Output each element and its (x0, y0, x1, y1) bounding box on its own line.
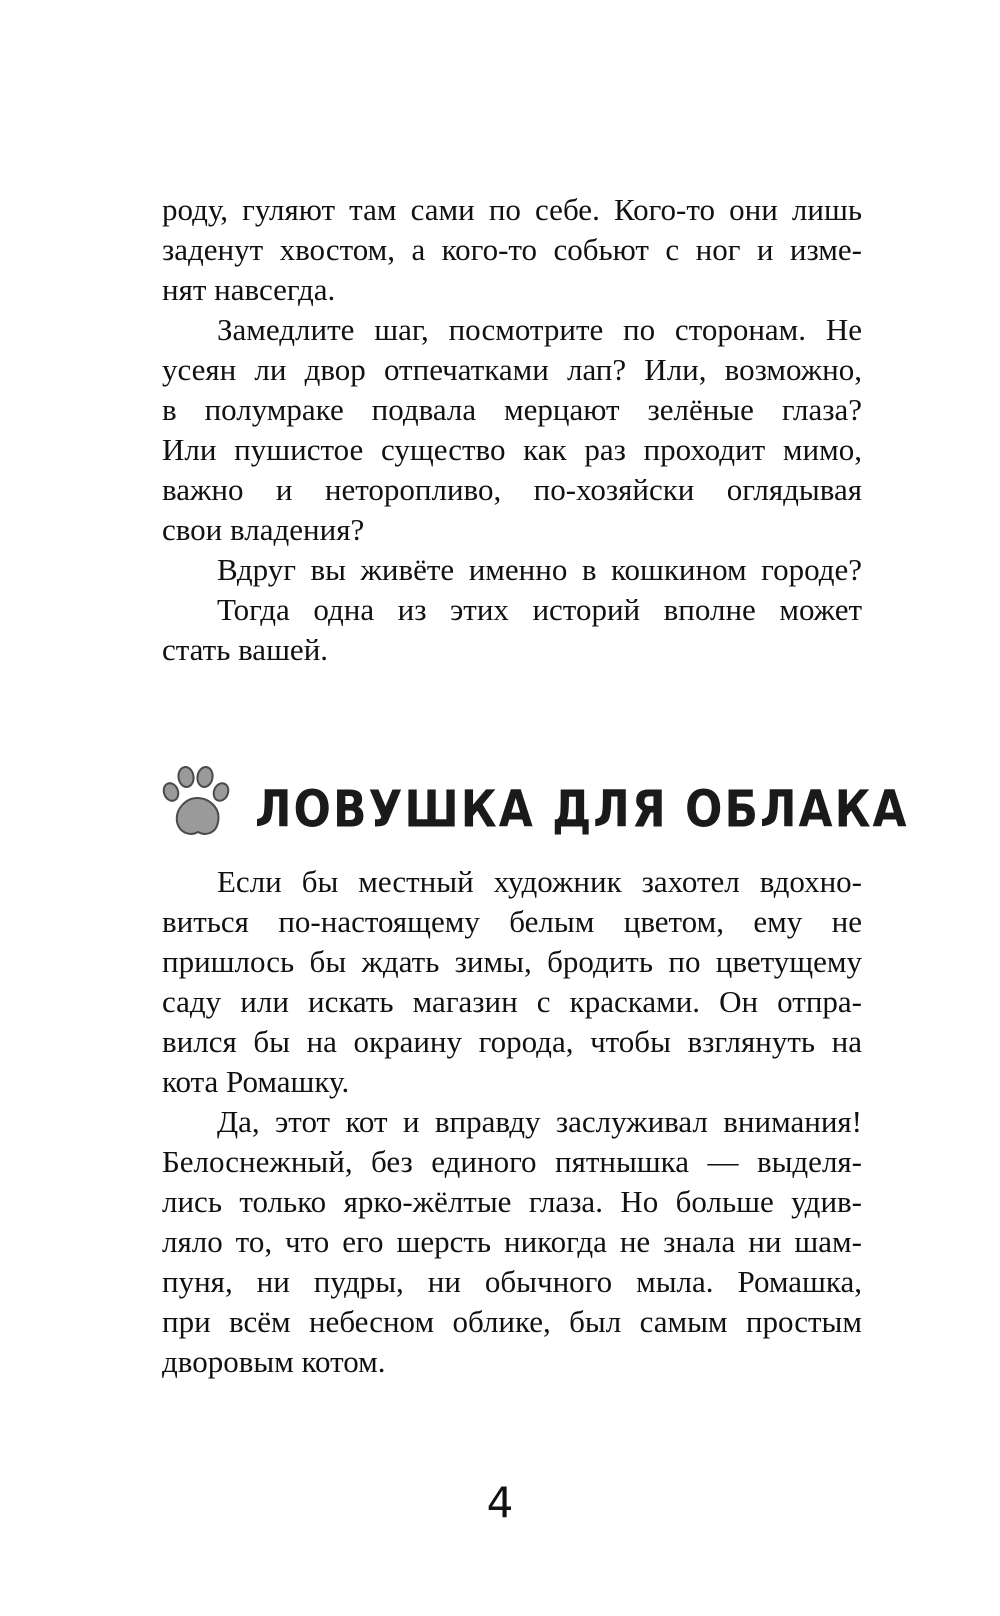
story-line-7: Да, этот кот и вправду заслуживал внимания! (217, 1104, 862, 1139)
story-line-10: ляло то, что его шерсть никогда не знала ни шам- (162, 1224, 862, 1259)
story-line-5: вился бы на окраину города, чтобы взглянуть на (162, 1024, 862, 1059)
story-line-3: пришлось бы ждать зимы, бродить по цветущему (162, 944, 862, 979)
intro-line-3: нят навсегда. (162, 272, 336, 307)
intro-line-9: свои владения? (162, 512, 365, 547)
story-line-2: виться по-настоящему белым цветом, ему не (162, 904, 862, 939)
intro-line-4: Замедлите шаг, посмотрите по сторонам. Не (217, 312, 862, 347)
story-line-1: Если бы местный художник захотел вдохно- (217, 864, 862, 899)
page-number: 4 (486, 1478, 514, 1527)
story-line-11: пуня, ни пудры, ни обычного мыла. Ромашка, (162, 1264, 862, 1299)
intro-line-7: Или пушистое существо как раз проходит мимо, (162, 432, 862, 467)
story-line-9: лись только ярко-жёлтые глаза. Но больше удив- (162, 1184, 862, 1219)
intro-line-12: стать вашей. (162, 632, 329, 667)
paw-print-icon (155, 762, 240, 847)
intro-line-8: важно и неторопливо, по-хозяйски оглядывая (162, 472, 862, 507)
intro-line-2: заденут хвостом, а кого-то собьют с ног и изме- (162, 232, 862, 267)
intro-line-11: Тогда одна из этих историй вполне может (217, 592, 862, 627)
intro-line-5: усеян ли двор отпечатками лап? Или, возможно, (162, 352, 862, 387)
intro-line-10: Вдруг вы живёте именно в кошкином городе? (217, 552, 862, 587)
story-line-13: дворовым котом. (162, 1344, 386, 1379)
story-line-4: саду или искать магазин с красками. Он отпра- (162, 984, 862, 1019)
chapter-title: ЛОВУШКА ДЛЯ ОБЛАКА (255, 780, 909, 839)
story-line-8: Белоснежный, без единого пятнышка — выделя- (162, 1144, 862, 1179)
chapter-heading (155, 762, 909, 852)
intro-line-6: в полумраке подвала мерцают зелёные глаза? (162, 392, 862, 427)
story-line-6: кота Ромашку. (162, 1064, 350, 1099)
intro-line-1: роду, гуляют там сами по себе. Кого-то они лишь (162, 192, 862, 227)
story-line-12: при всём небесном облике, был самым простым (162, 1304, 862, 1339)
